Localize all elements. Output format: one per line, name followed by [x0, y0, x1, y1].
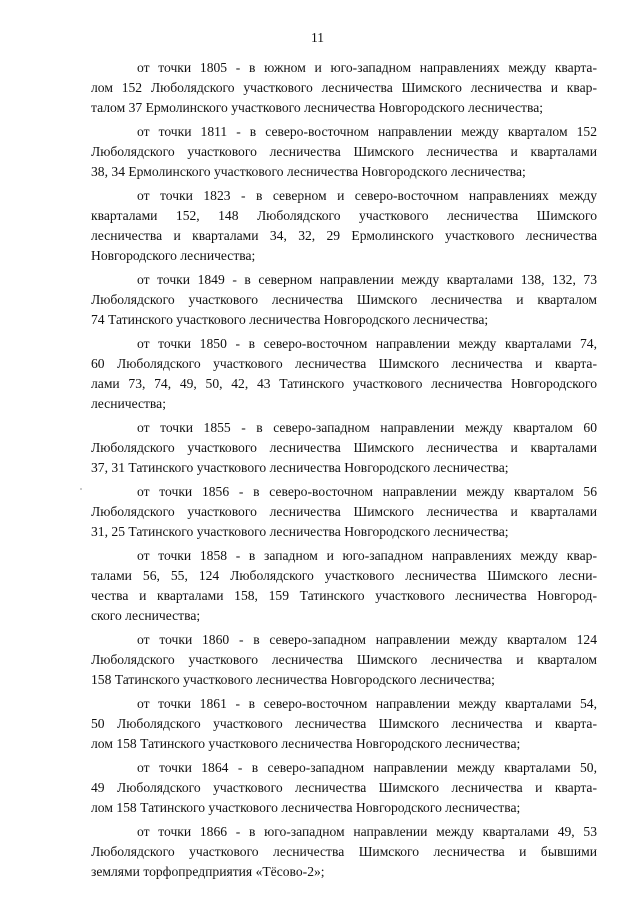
- paragraph-line: 49 Люболядского участкового лесничества Шимского лесничества и кварта-: [91, 780, 597, 795]
- paragraph-line: Люболядского участкового лесничества Шимского лесничества и кварталами: [91, 144, 597, 159]
- paragraph: [91, 418, 597, 478]
- paragraph-line: лесничества;: [91, 396, 166, 411]
- paragraph-line: от точки 1864 - в северо-западном направлении между кварталами 50,: [137, 760, 597, 775]
- paragraph-line: от точки 1805 - в южном и юго-западном направлениях между кварта-: [137, 60, 597, 75]
- paragraph-line: талом 37 Ермолинского участкового лесничества Новгородского лесничества;: [91, 100, 544, 115]
- paragraph: [91, 270, 597, 330]
- paragraph-line: от точки 1850 - в северо-восточном направлении между кварталами 74,: [137, 336, 597, 351]
- paragraph-line: 60 Люболядского участкового лесничества Шимского лесничества и кварта-: [91, 356, 597, 371]
- paragraph-line: от точки 1811 - в северо-восточном направлении между кварталом 152: [137, 124, 597, 139]
- paragraph: [91, 546, 597, 626]
- paragraph: [91, 822, 597, 882]
- paragraph: [91, 482, 597, 542]
- paragraph: [91, 122, 597, 182]
- paragraph-line: от точки 1849 - в северном направлении между кварталами 138, 132, 73: [137, 272, 597, 287]
- paragraph-line: Люболядского участкового лесничества Шимского лесничества и кварталами: [91, 504, 597, 519]
- paragraph-line: Люболядского участкового лесничества Шимского лесничества и кварталами: [91, 440, 597, 455]
- paragraph-line: Люболядского участкового лесничества Шимского лесничества и кварталом: [91, 292, 597, 307]
- paragraph-line: Люболядского участкового лесничества Шимского лесничества и бывшими: [91, 844, 597, 859]
- paragraph-line: лом 158 Татинского участкового лесничества Новгородского лесничества;: [91, 800, 521, 815]
- page-number: 11: [311, 30, 324, 45]
- paragraph-line: от точки 1866 - в юго-западном направлении между кварталами 49, 53: [137, 824, 597, 839]
- document-body: [91, 58, 597, 886]
- paragraph-line: ского лесничества;: [91, 608, 201, 623]
- paragraph-line: кварталами 152, 148 Люболядского участкового лесничества Шимского: [91, 208, 597, 223]
- paragraph-line: Люболядского участкового лесничества Шимского лесничества и кварталом: [91, 652, 597, 667]
- paragraph: [91, 334, 597, 414]
- paragraph: [91, 758, 597, 818]
- paragraph-line: от точки 1855 - в северо-западном направлении между кварталом 60: [137, 420, 597, 435]
- paragraph: [91, 58, 597, 118]
- paragraph: [91, 630, 597, 690]
- paragraph-line: лесничества и кварталами 34, 32, 29 Ермолинского участкового лесничества: [91, 228, 597, 243]
- paragraph-line: лами 73, 74, 49, 50, 42, 43 Татинского участкового лесничества Новгородского: [91, 376, 597, 391]
- paragraph: [91, 694, 597, 754]
- paragraph-line: от точки 1856 - в северо-восточном направлении между кварталом 56: [137, 484, 597, 499]
- paragraph: [91, 186, 597, 266]
- paragraph-line: лом 152 Люболядского участкового лесничества Шимского лесничества и квар-: [91, 80, 597, 95]
- paragraph-line: от точки 1860 - в северо-западном направлении между кварталом 124: [137, 632, 597, 647]
- paragraph-line: 50 Люболядского участкового лесничества Шимского лесничества и кварта-: [91, 716, 597, 731]
- paragraph-line: от точки 1861 - в северо-восточном направлении между кварталами 54,: [137, 696, 597, 711]
- paragraph-line: 38, 34 Ермолинского участкового лесничества Новгородского лесничества;: [91, 164, 526, 179]
- paragraph-line: от точки 1823 - в северном и северо-восточном направлениях между: [137, 188, 597, 203]
- paragraph-line: землями торфопредприятия «Тёсово-2»;: [91, 864, 325, 879]
- paragraph-line: талами 56, 55, 124 Люболядского участкового лесничества Шимского лесни-: [91, 568, 597, 583]
- paragraph-line: 31, 25 Татинского участкового лесничества Новгородского лесничества;: [91, 524, 509, 539]
- scan-mark: [80, 488, 82, 490]
- paragraph-line: 74 Татинского участкового лесничества Новгородского лесничества;: [91, 312, 489, 327]
- paragraph-line: Новгородского лесничества;: [91, 248, 256, 263]
- paragraph-line: от точки 1858 - в западном и юго-западном направлениях между квар-: [137, 548, 597, 563]
- paragraph-line: 37, 31 Татинского участкового лесничества Новгородского лесничества;: [91, 460, 509, 475]
- paragraph-line: 158 Татинского участкового лесничества Новгородского лесничества;: [91, 672, 495, 687]
- paragraph-line: лом 158 Татинского участкового лесничества Новгородского лесничества;: [91, 736, 521, 751]
- paragraph-line: чества и кварталами 158, 159 Татинского участкового лесничества Новгород-: [91, 588, 597, 603]
